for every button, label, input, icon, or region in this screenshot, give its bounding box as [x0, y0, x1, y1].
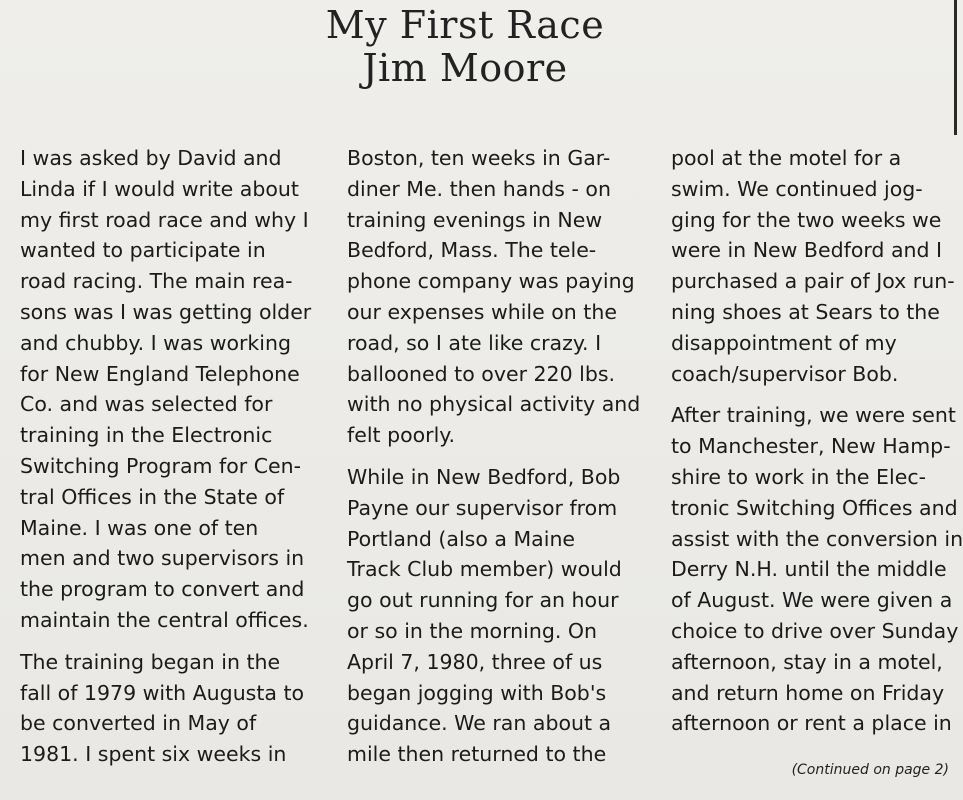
article-column-1 — [20, 143, 325, 781]
text-line: tral Offices in the State of — [20, 484, 285, 509]
text-line: diner Me. then hands - on — [347, 176, 611, 201]
text-line: to Manchester, New Hamp- — [671, 434, 951, 459]
text-line: After training, we were sent — [671, 403, 956, 428]
text-line: disappointment of my — [671, 330, 897, 355]
text-line: for New England Telephone — [20, 361, 300, 386]
text-line: ging for the two weeks we — [671, 207, 942, 232]
article-column-3 — [671, 143, 961, 750]
text-line: phone company was paying — [347, 269, 635, 294]
text-line: were in New Bedford and I — [671, 238, 943, 263]
text-line: maintain the central offices. — [20, 607, 309, 632]
text-line: coach/supervisor Bob. — [671, 361, 899, 386]
text-line: wanted to participate in — [20, 238, 266, 263]
text-line: The training began in the — [20, 649, 281, 674]
text-line: Linda if I would write about — [20, 176, 299, 201]
page-edge-rule — [954, 0, 957, 135]
text-line: tronic Switching Offices and — [671, 495, 958, 520]
paragraph — [20, 647, 325, 770]
text-line: I was asked by David and — [20, 146, 282, 170]
article-column-2 — [347, 143, 652, 781]
text-line: choice to drive over Sunday — [671, 618, 959, 643]
text-line: Derry N.H. until the middle — [671, 557, 947, 582]
text-line: or so in the morning. On — [347, 618, 598, 643]
text-line: Switching Program for Cen- — [20, 453, 302, 478]
paragraph — [671, 143, 961, 389]
text-line: my first road race and why I — [20, 207, 309, 232]
text-line: Maine. I was one of ten — [20, 515, 259, 540]
text-line: with no physical activity and — [347, 392, 641, 417]
text-line: shire to work in the Elec- — [671, 464, 926, 489]
text-line: training evenings in New — [347, 207, 603, 232]
text-line: Bedford, Mass. The tele- — [347, 238, 597, 263]
text-line: road racing. The main rea- — [20, 269, 293, 294]
text-line: pool at the motel for a — [671, 146, 902, 170]
text-line: the program to convert and — [20, 577, 305, 602]
text-line: Co. and was selected for — [20, 392, 273, 417]
article-title — [0, 4, 930, 90]
text-line: of August. We were given a — [671, 588, 953, 613]
text-line: and chubby. I was working — [20, 330, 292, 355]
text-line: be converted in May of — [20, 711, 257, 736]
text-line: Payne our supervisor from — [347, 495, 618, 520]
text-line: While in New Bedford, Bob — [347, 464, 621, 489]
text-line: our expenses while on the — [347, 299, 617, 324]
text-line: afternoon, stay in a motel, — [671, 649, 943, 674]
text-line: 1981. I spent six weeks in — [20, 742, 287, 767]
paragraph — [347, 143, 652, 451]
text-line: swim. We continued jog- — [671, 176, 923, 201]
text-line: felt poorly. — [347, 423, 456, 448]
text-line: assist with the conversion in — [671, 526, 963, 551]
text-line: and return home on Friday — [671, 680, 945, 705]
text-line: April 7, 1980, three of us — [347, 649, 603, 674]
paragraph — [671, 400, 961, 739]
paragraph — [20, 143, 325, 636]
paragraph — [347, 462, 652, 770]
continued-note: (Continued on page 2) — [791, 762, 949, 778]
text-line: fall of 1979 with Augusta to — [20, 680, 305, 705]
text-line: men and two supervisors in — [20, 546, 305, 571]
text-line: Track Club member) would — [347, 557, 622, 582]
text-line: road, so I ate like crazy. I — [347, 330, 602, 355]
text-line: began jogging with Bob's — [347, 680, 607, 705]
text-line: afternoon or rent a place in — [671, 711, 952, 736]
text-line: ballooned to over 220 lbs. — [347, 361, 616, 386]
text-line: go out running for an hour — [347, 588, 619, 613]
text-line: mile then returned to the — [347, 742, 607, 767]
text-line: purchased a pair of Jox run- — [671, 269, 955, 294]
text-line: Portland (also a Maine — [347, 526, 576, 551]
text-line: sons was I was getting older — [20, 299, 312, 324]
text-line: ning shoes at Sears to the — [671, 299, 940, 324]
text-line: guidance. We ran about a — [347, 711, 612, 736]
title-heading: My First Race — [325, 3, 605, 47]
author-name: Jim Moore — [362, 46, 568, 90]
text-line: training in the Electronic — [20, 423, 273, 448]
text-line: Boston, ten weeks in Gar- — [347, 146, 611, 170]
